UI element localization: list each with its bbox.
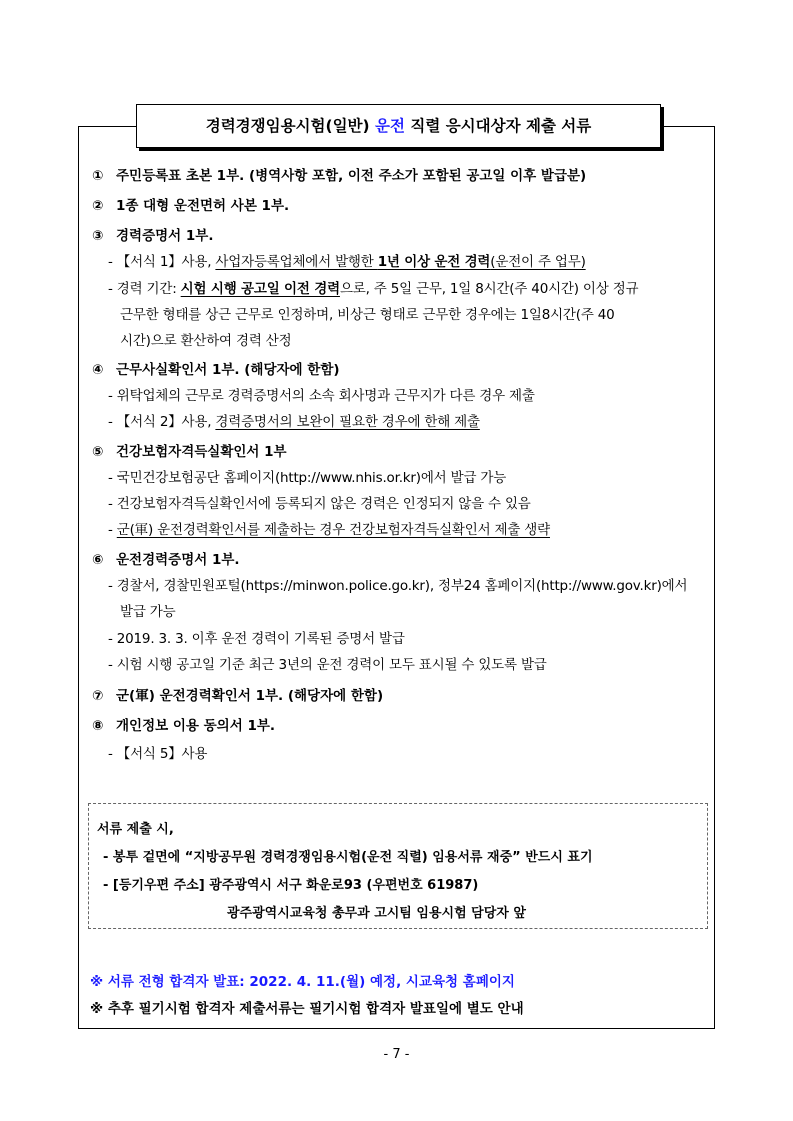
sub-text: 국민건강보험공단 홈페이지(http://www.nhis.or.kr)에서 발급 가능	[116, 470, 507, 486]
dash: -	[108, 496, 113, 512]
sub-item-continuation: 시간)으로 환산하여 경력 산정	[120, 333, 292, 349]
list-item	[92, 194, 289, 214]
title-before: 경력경쟁임용시험(일반)	[205, 117, 376, 135]
item-number: ③	[92, 228, 104, 244]
sub-item	[108, 384, 535, 404]
item-number: ①	[92, 168, 104, 184]
sub-text-underlined: 사업자등록업체에서 발행한	[215, 254, 378, 270]
sub-item	[108, 742, 207, 762]
sub-text-emphasis: 1년 이상 운전 경력	[377, 254, 491, 270]
sub-item	[108, 627, 405, 647]
dash: -	[108, 281, 113, 297]
sub-item	[108, 653, 547, 673]
item-text: 경력증명서 1부.	[116, 228, 214, 244]
item-text: 운전경력증명서 1부.	[116, 552, 240, 568]
sub-item	[108, 518, 550, 538]
sub-text: 건강보험자격득실확인서에 등록되지 않은 경력은 인정되지 않을 수 있음	[116, 496, 531, 512]
dash: -	[108, 578, 113, 594]
notice-line: 광주광역시교육청 총무과 고시팀 임용시험 담당자 앞	[227, 906, 526, 921]
sub-text-underlined: 경력증명서의 보완이 필요한 경우에 한해 제출	[215, 414, 480, 430]
sub-text: 【서식 2】사용,	[116, 414, 216, 430]
sub-item	[108, 574, 687, 594]
list-item	[92, 440, 287, 460]
list-item	[92, 224, 213, 244]
dash: -	[108, 746, 113, 762]
dash: -	[108, 657, 113, 673]
dash: -	[108, 414, 113, 430]
sub-item-continuation: 발급 가능	[120, 604, 176, 620]
notice-line: - [등기우편 주소] 광주광역시 서구 화운로93 (우편번호 61987)	[103, 878, 479, 893]
item-number: ⑦	[92, 688, 104, 704]
item-number: ⑤	[92, 444, 104, 460]
notice-heading: 서류 제출 시,	[97, 822, 174, 837]
sub-item	[108, 466, 506, 486]
sub-item	[108, 250, 586, 270]
list-item	[92, 548, 240, 568]
item-text: 건강보험자격득실확인서 1부	[116, 444, 287, 460]
item-number: ④	[92, 362, 104, 378]
sub-item	[108, 277, 638, 297]
list-item	[92, 358, 340, 378]
item-number: ②	[92, 198, 104, 214]
sub-text: 경력 기간:	[116, 281, 181, 297]
item-text: 군(軍) 운전경력확인서 1부. (해당자에 한함)	[116, 688, 384, 704]
document-title	[136, 104, 661, 148]
title-after: 직렬 응시대상자 제출 서류	[404, 117, 592, 135]
sub-item-continuation: 근무한 형태를 상근 근무로 인정하며, 비상근 형태로 근무한 경우에는 1일8시간(주 40	[120, 307, 615, 323]
submission-notice-box	[88, 803, 708, 929]
item-number: ⑧	[92, 718, 104, 734]
footnote-written-exam: ※ 추후 필기시험 합격자 제출서류는 필기시험 합격자 발표일에 별도 안내	[90, 1001, 524, 1017]
sub-text: 위탁업체의 근무로 경력증명서의 소속 회사명과 근무지가 다른 경우 제출	[116, 388, 535, 404]
dash: -	[108, 388, 113, 404]
sub-text: 으로, 주 5일 근무, 1일 8시간(주 40시간) 이상 정규	[339, 281, 639, 297]
sub-text-emphasis: 시험 시행 공고일 이전 경력	[180, 281, 340, 297]
dash: -	[108, 254, 113, 270]
list-item	[92, 714, 275, 734]
sub-text: 시험 시행 공고일 기준 최근 3년의 운전 경력이 모두 표시될 수 있도록 발급	[116, 657, 547, 673]
dash: -	[108, 470, 113, 486]
sub-item	[108, 492, 531, 512]
sub-text: 경찰서, 경찰민원포털(https://minwon.police.go.kr), 정부24 홈페이지(http://www.gov.kr)에서	[116, 578, 688, 594]
item-text: 개인정보 이용 동의서 1부.	[116, 718, 276, 734]
item-text: 1종 대형 운전면허 사본 1부.	[116, 198, 290, 214]
item-text: 근무사실확인서 1부. (해당자에 한함)	[116, 362, 340, 378]
list-item	[92, 164, 586, 184]
item-number: ⑥	[92, 552, 104, 568]
sub-text-underlined: 군(軍) 운전경력확인서를 제출하는 경우 건강보험자격득실확인서 제출 생략	[116, 522, 550, 538]
dash: -	[108, 631, 113, 647]
footnote-announcement: ※ 서류 전형 합격자 발표: 2022. 4. 11.(월) 예정, 시교육청 홈페이지	[90, 974, 515, 990]
item-text: 주민등록표 초본 1부. (병역사항 포함, 이전 주소가 포함된 공고일 이후 발급분)	[116, 168, 587, 184]
notice-line: - 봉투 겉면에 “지방공무원 경력경쟁임용시험(운전 직렬) 임용서류 재중” 반드시 표기	[103, 850, 593, 865]
sub-item	[108, 410, 480, 430]
page-number: - 7 -	[383, 1047, 410, 1062]
title-highlight: 운전	[375, 117, 405, 135]
sub-text: 【서식 5】사용	[116, 746, 208, 762]
list-item	[92, 684, 383, 704]
dash: -	[108, 522, 113, 538]
sub-text: 【서식 1】사용,	[116, 254, 216, 270]
sub-text: 2019. 3. 3. 이후 운전 경력이 기록된 증명서 발급	[116, 631, 405, 647]
sub-text-underlined: (운전이 주 업무)	[490, 254, 586, 270]
